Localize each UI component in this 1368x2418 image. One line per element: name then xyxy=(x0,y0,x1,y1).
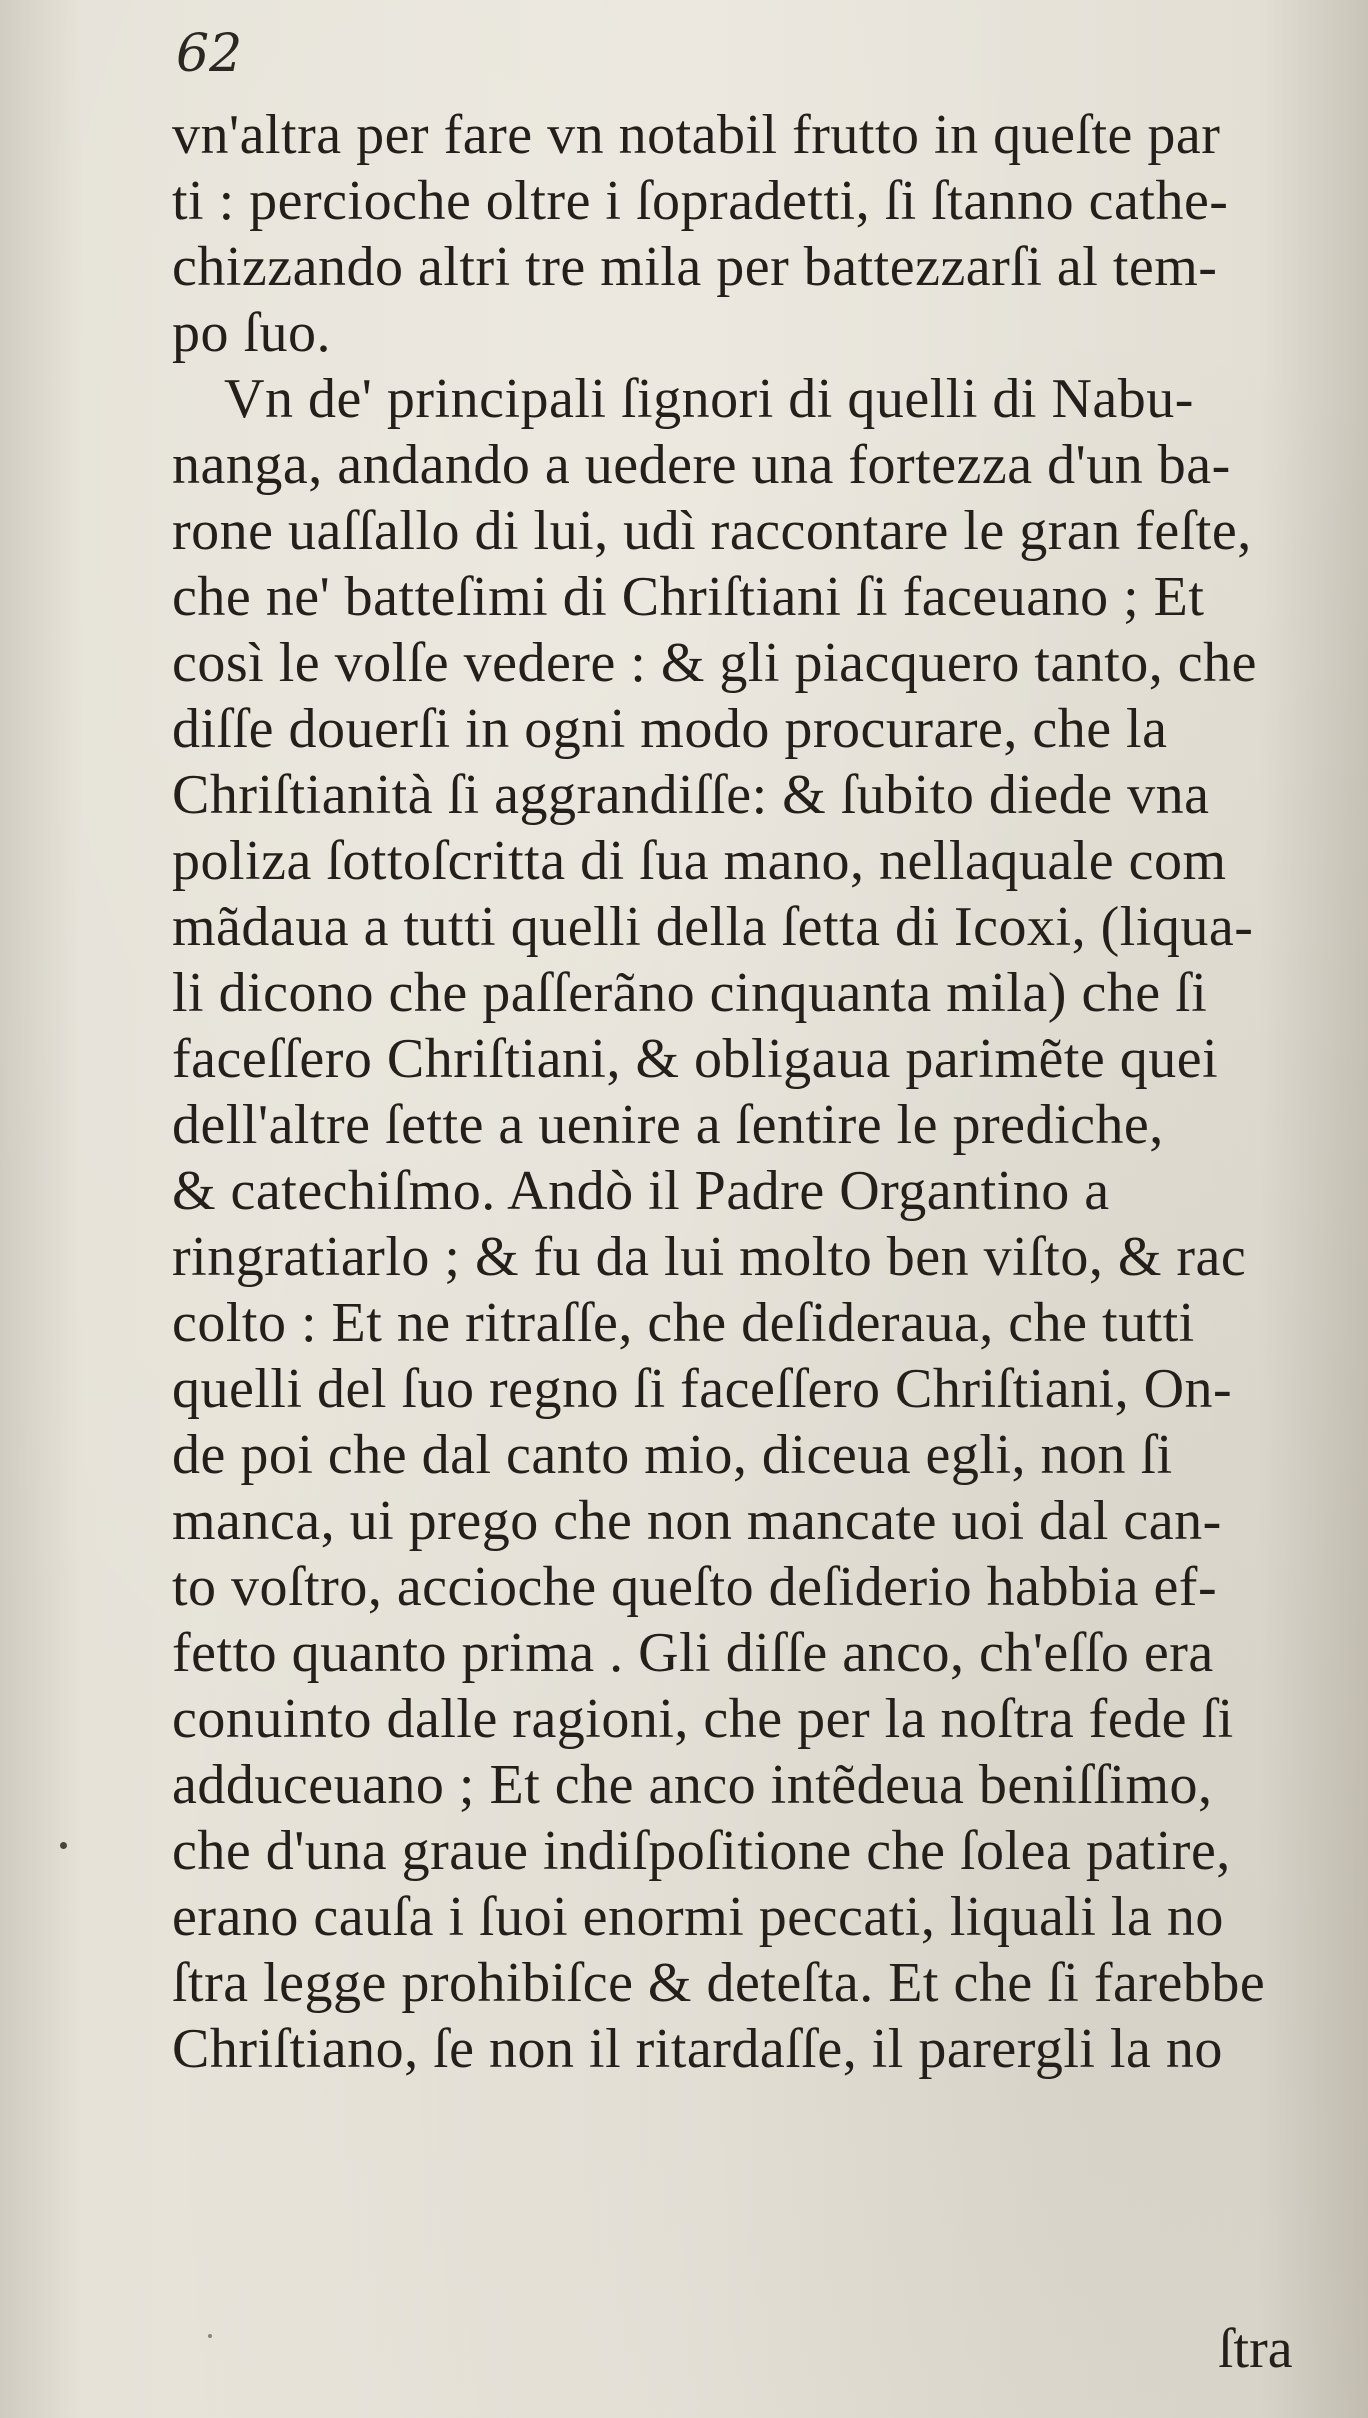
text-line: diſſe douerſi in ogni modo procurare, che la xyxy=(172,698,1168,760)
paragraph-start-line: Vn de' principali ſignori di quelli di Nabu- xyxy=(224,368,1194,430)
text-line: po ſuo. xyxy=(172,302,332,364)
text-line: li dicono che paſſerãno cinquanta mila) che ſi xyxy=(172,962,1208,1024)
text-line: faceſſero Chriſtiani, & obligaua parimẽte quei xyxy=(172,1028,1219,1090)
text-line: ti : percioche oltre i ſopradetti, ſi ſtanno cathe- xyxy=(172,170,1229,232)
text-line: chizzando altri tre mila per battezzarſi al tem- xyxy=(172,236,1218,298)
text-line: così le volſe vedere : & gli piacquero tanto, che xyxy=(172,632,1257,694)
body-text xyxy=(172,102,1312,2082)
catchword: ſtra xyxy=(1218,2318,1293,2380)
text-line: erano cauſa i ſuoi enormi peccati, liquali la no xyxy=(172,1886,1224,1948)
text-line: adduceuano ; Et che anco intẽdeua beniſſimo, xyxy=(172,1754,1213,1816)
text-line: & catechiſmo. Andò il Padre Organtino a xyxy=(172,1160,1110,1222)
text-line: fetto quanto prima . Gli diſſe anco, ch'eſſo era xyxy=(172,1622,1214,1684)
text-line: mãdaua a tutti quelli della ſetta di Icoxi, (liqua- xyxy=(172,896,1254,958)
text-line: colto : Et ne ritraſſe, che deſideraua, che tutti xyxy=(172,1292,1195,1354)
text-line: to voſtro, accioche queſto deſiderio habbia ef- xyxy=(172,1556,1218,1618)
text-line: dell'altre ſette a uenire a ſentire le prediche, xyxy=(172,1094,1164,1156)
paper-speck xyxy=(208,2334,212,2338)
text-line: vn'altra per fare vn notabil frutto in queſte par xyxy=(172,104,1221,166)
text-line: Chriſtianità ſi aggrandiſſe: & ſubito diede vna xyxy=(172,764,1210,826)
paper-speck xyxy=(60,1842,67,1849)
text-line: manca, ui prego che non mancate uoi dal can- xyxy=(172,1490,1222,1552)
text-line: quelli del ſuo regno ſi faceſſero Chriſtiani, On- xyxy=(172,1358,1233,1420)
text-line: che ne' batteſimi di Chriſtiani ſi faceuano ; Et xyxy=(172,566,1205,628)
page-number: 62 xyxy=(176,24,243,84)
text-line: conuinto dalle ragioni, che per la noſtra fede ſi xyxy=(172,1688,1234,1750)
text-line: ſtra legge prohibiſce & deteſta. Et che ſi farebbe xyxy=(172,1952,1266,2014)
text-line: nanga, andando a uedere una fortezza d'un ba- xyxy=(172,434,1231,496)
text-line: rone uaſſallo di lui, udì raccontare le gran feſte, xyxy=(172,500,1252,562)
text-line: che d'una graue indiſpoſitione che ſolea patire, xyxy=(172,1820,1231,1882)
text-line: Chriſtiano, ſe non il ritardaſſe, il parergli la no xyxy=(172,2018,1223,2080)
text-line: poliza ſottoſcritta di ſua mano, nellaquale com xyxy=(172,830,1227,892)
text-line: ringratiarlo ; & fu da lui molto ben viſto, & rac xyxy=(172,1226,1247,1288)
text-line: de poi che dal canto mio, diceua egli, non ſi xyxy=(172,1424,1173,1486)
